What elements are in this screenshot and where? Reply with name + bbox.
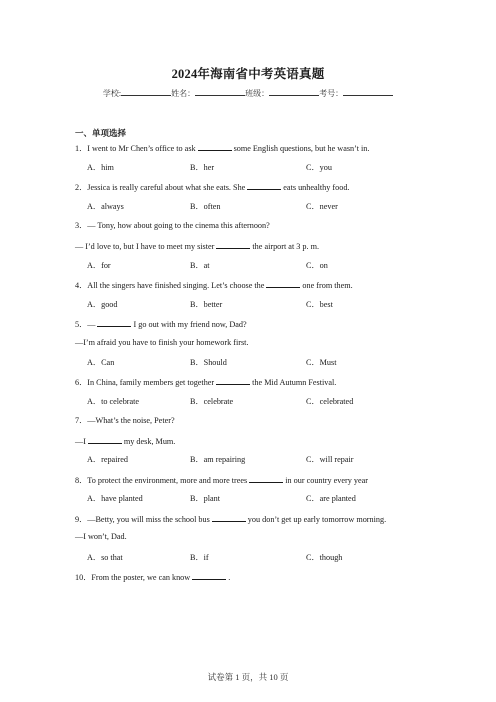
exam-title: 2024年海南省中考英语真题	[171, 67, 325, 81]
option-b[interactable]: B．better	[190, 300, 223, 309]
option-a[interactable]: A．him	[87, 163, 114, 172]
answer-blank	[266, 279, 300, 288]
answer-blank	[249, 474, 283, 483]
question-text: .	[228, 573, 231, 582]
question-2-stem	[75, 181, 349, 193]
option-b[interactable]: B．am repairing	[190, 455, 246, 464]
class-blank[interactable]	[269, 87, 319, 96]
question-7-stem: 7．—What’s the noise, Peter?	[75, 416, 175, 425]
question-3-stem-reply	[75, 240, 319, 251]
option-a[interactable]: A．always	[87, 202, 124, 211]
question-text: my desk, Mum.	[123, 437, 176, 446]
option-a[interactable]: A．have planted	[87, 494, 143, 503]
option-b[interactable]: B．if	[190, 553, 209, 562]
option-c[interactable]: C．though	[306, 553, 343, 562]
option-a[interactable]: A．for	[87, 261, 111, 270]
option-c[interactable]: C．you	[306, 163, 332, 172]
question-text: eats unhealthy food.	[283, 183, 350, 192]
option-c[interactable]: C．celebrated	[306, 397, 354, 406]
question-text: 1．I went to Mr Chen’s office to ask	[75, 144, 196, 153]
option-b[interactable]: B．often	[190, 202, 221, 211]
question-text: you don’t get up early tomorrow morning.	[247, 515, 387, 524]
question-text: —I	[75, 437, 86, 446]
question-5-stem-reply: —I’m afraid you have to finish your homework first.	[75, 338, 249, 347]
question-text: 2．Jessica is really careful about what she eats. She	[75, 183, 246, 192]
question-text: some English questions, but he wasn’t in.	[233, 144, 370, 153]
answer-blank	[192, 571, 226, 580]
question-8-stem	[75, 474, 368, 486]
option-c[interactable]: C．will repair	[306, 455, 354, 464]
page-footer: 试卷第 1 页，共 10 页	[207, 672, 289, 682]
question-3-stem: 3．— Tony, how about going to the cinema this afternoon?	[75, 221, 270, 230]
question-6-stem	[75, 376, 336, 388]
question-10-stem	[75, 571, 230, 583]
question-text: 9．—Betty, you will miss the school bus	[75, 515, 210, 524]
option-b[interactable]: B．plant	[190, 494, 221, 503]
question-text: in our country every year	[285, 476, 368, 485]
school-label: 学校:	[102, 89, 122, 98]
class-label: 班级：	[245, 89, 270, 98]
question-text: the airport at 3 p. m.	[252, 242, 320, 251]
question-text: the Mid Autumn Festival.	[252, 378, 337, 387]
answer-blank	[198, 142, 232, 151]
question-7-stem-reply	[75, 435, 175, 446]
question-text: 5．—	[75, 320, 96, 329]
name-blank[interactable]	[195, 87, 245, 96]
option-c[interactable]: C．Must	[306, 358, 337, 367]
option-c[interactable]: C．are planted	[306, 494, 356, 503]
question-1-stem	[75, 142, 369, 154]
student-info-line	[0, 87, 496, 99]
option-b[interactable]: B．her	[190, 163, 215, 172]
answer-blank	[212, 513, 246, 522]
answer-blank	[247, 181, 281, 190]
option-b[interactable]: B．Should	[190, 358, 227, 367]
question-9-stem	[75, 513, 386, 525]
question-5-stem	[75, 318, 247, 330]
option-b[interactable]: B．at	[190, 261, 210, 270]
exam-no-blank[interactable]	[343, 87, 393, 96]
question-text: 10．From the poster, we can know	[75, 573, 191, 582]
name-label: 姓名：	[171, 89, 196, 98]
question-text: I go out with my friend now, Dad?	[133, 320, 247, 329]
option-a[interactable]: A．repaired	[87, 455, 128, 464]
question-text: — I’d love to, but I have to meet my sister	[75, 242, 215, 251]
question-4-stem	[75, 279, 353, 291]
exam-no-label: 考号：	[319, 89, 344, 98]
question-text: one from them.	[302, 281, 353, 290]
option-b[interactable]: B．celebrate	[190, 397, 234, 406]
question-text: 4．All the singers have finished singing. Let’s choose the	[75, 281, 265, 290]
option-a[interactable]: A．good	[87, 300, 118, 309]
option-c[interactable]: C．best	[306, 300, 333, 309]
option-c[interactable]: C．never	[306, 202, 338, 211]
question-9-stem-reply: —I won’t, Dad.	[75, 532, 127, 541]
school-blank[interactable]	[121, 87, 171, 96]
answer-blank	[216, 240, 250, 249]
section-title: 一、单项选择	[75, 128, 127, 138]
question-text: 6．In China, family members get together	[75, 378, 215, 387]
answer-blank	[97, 318, 131, 327]
option-a[interactable]: A．so that	[87, 553, 123, 562]
option-a[interactable]: A．Can	[87, 358, 115, 367]
answer-blank	[88, 435, 122, 444]
answer-blank	[216, 376, 250, 385]
option-a[interactable]: A．to celebrate	[87, 397, 140, 406]
option-c[interactable]: C．on	[306, 261, 328, 270]
question-text: 8．To protect the environment, more and more trees	[75, 476, 248, 485]
